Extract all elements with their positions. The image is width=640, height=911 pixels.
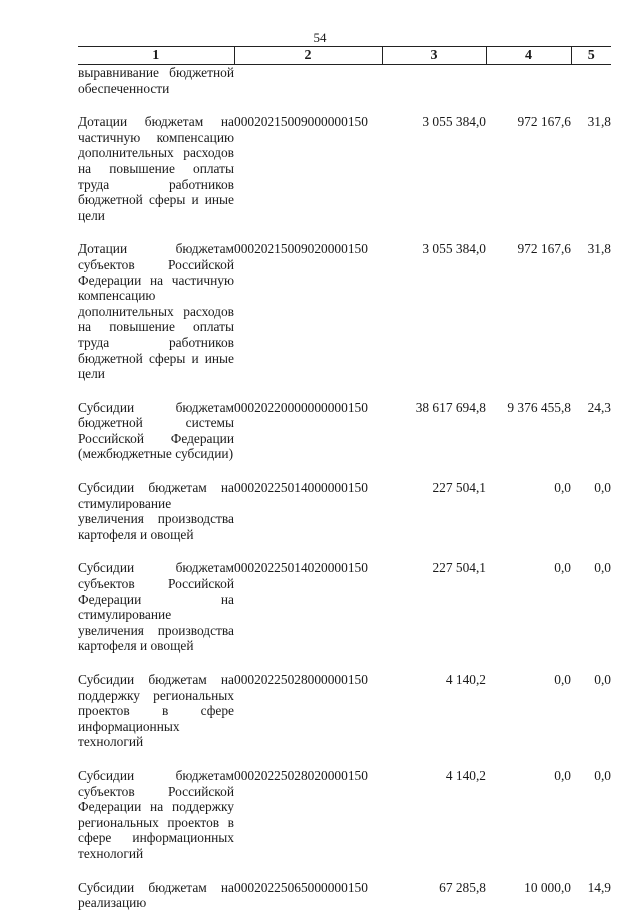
row-executed: 0,0 [554, 560, 571, 576]
row-code: 00020225014000000150 [234, 480, 368, 496]
table-row [78, 880, 611, 911]
row-name: Субсидии бюджетам на стимулирование увеличения производства картофеля и овощей [78, 480, 234, 542]
row-plan [382, 65, 486, 97]
row-code: 00020225014020000150 [234, 560, 368, 576]
table-row [78, 768, 611, 862]
row-code: 00020215009000000150 [234, 114, 368, 130]
table-row [78, 672, 611, 750]
row-code: 00020225028020000150 [234, 767, 368, 783]
row-executed [486, 65, 571, 97]
row-name: Дотации бюджетам на частичную компенсацию дополнительных расходов на повышение оплаты труда работников бюджетной сферы и иные цели [78, 114, 234, 223]
row-code: 00020215009020000150 [234, 241, 368, 257]
budget-table [78, 46, 611, 911]
page-number: 54 [313, 30, 327, 45]
row-executed: 10 000,0 [524, 879, 571, 895]
row-plan: 227 504,1 [432, 560, 486, 576]
row-name: Субсидии бюджетам субъектов Российской Федерации на поддержку региональных проектов в сфере информационных технологий [78, 767, 234, 861]
row-percent [571, 65, 611, 97]
row-name: Субсидии бюджетам на поддержку региональных проектов в сфере информационных технологий [78, 672, 234, 750]
row-code: 00020225065000000150 [234, 879, 368, 895]
row-percent: 0,0 [594, 767, 611, 783]
table-row [78, 114, 611, 223]
table-row [78, 65, 611, 97]
row-percent: 31,8 [587, 114, 611, 130]
row-executed: 972 167,6 [517, 241, 571, 257]
row-percent: 0,0 [594, 560, 611, 576]
row-code [234, 65, 382, 97]
table-row [78, 400, 611, 462]
row-name: Субсидии бюджетам бюджетной системы Российской Федерации (межбюджетные субсидии) [78, 399, 234, 462]
column-header: 4 [486, 47, 571, 65]
row-plan: 3 055 384,0 [422, 241, 486, 257]
row-percent: 0,0 [594, 480, 611, 496]
row-executed: 0,0 [554, 672, 571, 687]
row-plan: 67 285,8 [439, 879, 486, 895]
row-code: 00020225028000000150 [234, 672, 368, 687]
row-plan: 38 617 694,8 [415, 399, 486, 415]
table-row [78, 560, 611, 654]
row-plan: 4 140,2 [445, 672, 486, 687]
header-row [78, 47, 611, 65]
row-code: 00020220000000000150 [234, 399, 368, 415]
row-name: выравнивание бюджетной обеспеченности [78, 65, 234, 96]
row-percent: 14,9 [587, 879, 611, 895]
row-plan: 227 504,1 [432, 480, 486, 496]
table-row [78, 480, 611, 542]
row-plan: 4 140,2 [445, 767, 486, 783]
row-executed: 972 167,6 [517, 114, 571, 130]
row-plan: 3 055 384,0 [422, 114, 486, 130]
column-header: 2 [234, 47, 382, 65]
row-name: Дотации бюджетам субъектов Российской Федерации на частичную компенсацию дополнительных расходов на повышение оплаты труда работников бюджетной сферы и иные цели [78, 241, 234, 382]
row-executed: 0,0 [554, 480, 571, 496]
row-name: Субсидии бюджетам субъектов Российской Федерации на стимулирование увеличения производства картофеля и овощей [78, 560, 234, 654]
row-executed: 0,0 [554, 767, 571, 783]
row-percent: 0,0 [594, 672, 611, 687]
column-header: 5 [571, 47, 611, 65]
column-header: 1 [78, 47, 234, 65]
row-percent: 24,3 [587, 399, 611, 415]
table-row [78, 241, 611, 381]
row-executed: 9 376 455,8 [507, 399, 571, 415]
row-percent: 31,8 [587, 241, 611, 257]
row-name: Субсидии бюджетам на реализацию [78, 879, 234, 911]
column-header: 3 [382, 47, 486, 65]
